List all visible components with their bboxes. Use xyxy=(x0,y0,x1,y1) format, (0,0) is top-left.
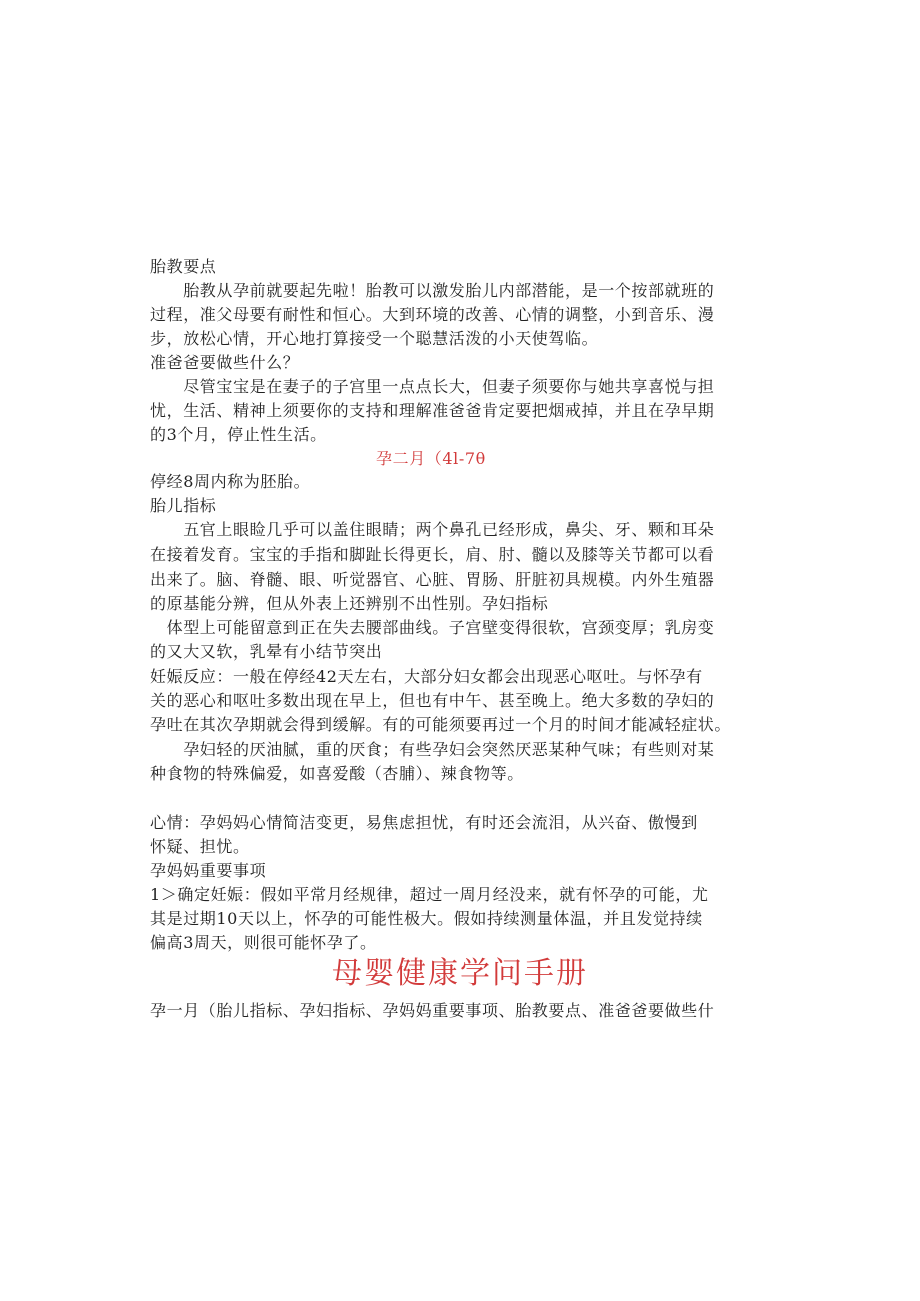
paragraph-line: 种食物的特殊偏爱，如喜爱酸（杏脯）、辣食物等。 xyxy=(150,764,524,783)
paragraph-line: 1＞确定妊娠：假如平常月经规律，超过一周月经没来，就有怀孕的可能，尤 xyxy=(150,885,709,904)
paragraph-line: 的又大又软，乳晕有小结节突出 xyxy=(150,642,383,661)
paragraph-line: 妊娠反应：一般在停经42天左右，大部分妇女都会出现恶心呕吐。与怀孕有 xyxy=(150,667,703,686)
paragraph-line: 胎教从孕前就要起先啦！胎教可以激发胎儿内部潜能，是一个按部就班的 xyxy=(150,281,715,300)
paragraph-line: 步，放松心情，开心地打算接受一个聪慧活泼的小天使驾临。 xyxy=(150,329,599,348)
paragraph-line: 过程，准父母要有耐性和恒心。大到环境的改善、心情的调整，小到音乐、漫 xyxy=(150,305,715,324)
page-title: 母婴健康学问手册 xyxy=(332,956,588,991)
paragraph-line: 孕一月（胎儿指标、孕妇指标、孕妈妈重要事项、胎教要点、准爸爸要做些什 xyxy=(150,1001,715,1020)
paragraph-line: 关的恶心和呕吐多数出现在早上，但也有中午、甚至晚上。绝大多数的孕妇的 xyxy=(150,691,715,710)
paragraph-line: 在接着发育。宝宝的手指和脚趾长得更长，肩、肘、髓以及膝等关节都可以看 xyxy=(150,545,715,564)
paragraph-line: 的原基能分辨，但从外表上还辨别不出性别。孕妇指标 xyxy=(150,594,549,613)
heading-dad-todo: 准爸爸要做些什么？ xyxy=(150,353,300,372)
heading-mom-important: 孕妈妈重要事项 xyxy=(150,861,267,880)
paragraph-line: 体型上可能留意到正在失去腰部曲线。子宫壁变得很软，宫颈变厚；乳房变 xyxy=(150,618,715,637)
paragraph-line: 停经8周内称为胚胎。 xyxy=(150,472,311,491)
paragraph-line: 五官上眼睑几乎可以盖住眼睛；两个鼻孔已经形成，鼻尖、牙、颗和耳朵 xyxy=(150,520,715,539)
paragraph-line: 其是过期10天以上，怀孕的可能性极大。假如持续测量体温，并且发觉持续 xyxy=(150,909,703,928)
paragraph-line: 的3个月，停止性生活。 xyxy=(150,425,327,444)
paragraph-line: 怀疑、担忧。 xyxy=(150,837,250,856)
paragraph-line: 心情：孕妈妈心情简洁变更，易焦虑担忧，有时还会流泪，从兴奋、傲慢到 xyxy=(150,813,698,832)
paragraph-line: 偏高3周天，则很可能怀孕了。 xyxy=(150,933,377,952)
paragraph-line: 尽管宝宝是在妻子的子宫里一点点长大，但妻子须要你与她共享喜悦与担 xyxy=(150,377,715,396)
paragraph-line: 孕妇轻的厌油腻，重的厌食；有些孕妇会突然厌恶某种气味；有些则对某 xyxy=(150,740,715,759)
paragraph-line: 孕吐在其次孕期就会得到缓解。有的可能须要再过一个月的时间才能减轻症状。 xyxy=(150,715,732,734)
heading-fetal-education: 胎教要点 xyxy=(150,257,217,276)
heading-fetal-indicators: 胎儿指标 xyxy=(150,496,217,515)
paragraph-line: 忧，生活、精神上须要你的支持和理解准爸爸肯定要把烟戒掉，并且在孕早期 xyxy=(150,401,715,420)
section-title-month-two: 孕二月（4l-7θ xyxy=(376,449,486,468)
paragraph-line: 出来了。脑、脊髓、眼、听觉器官、心脏、胃肠、肝脏初具规模。内外生殖器 xyxy=(150,570,715,589)
